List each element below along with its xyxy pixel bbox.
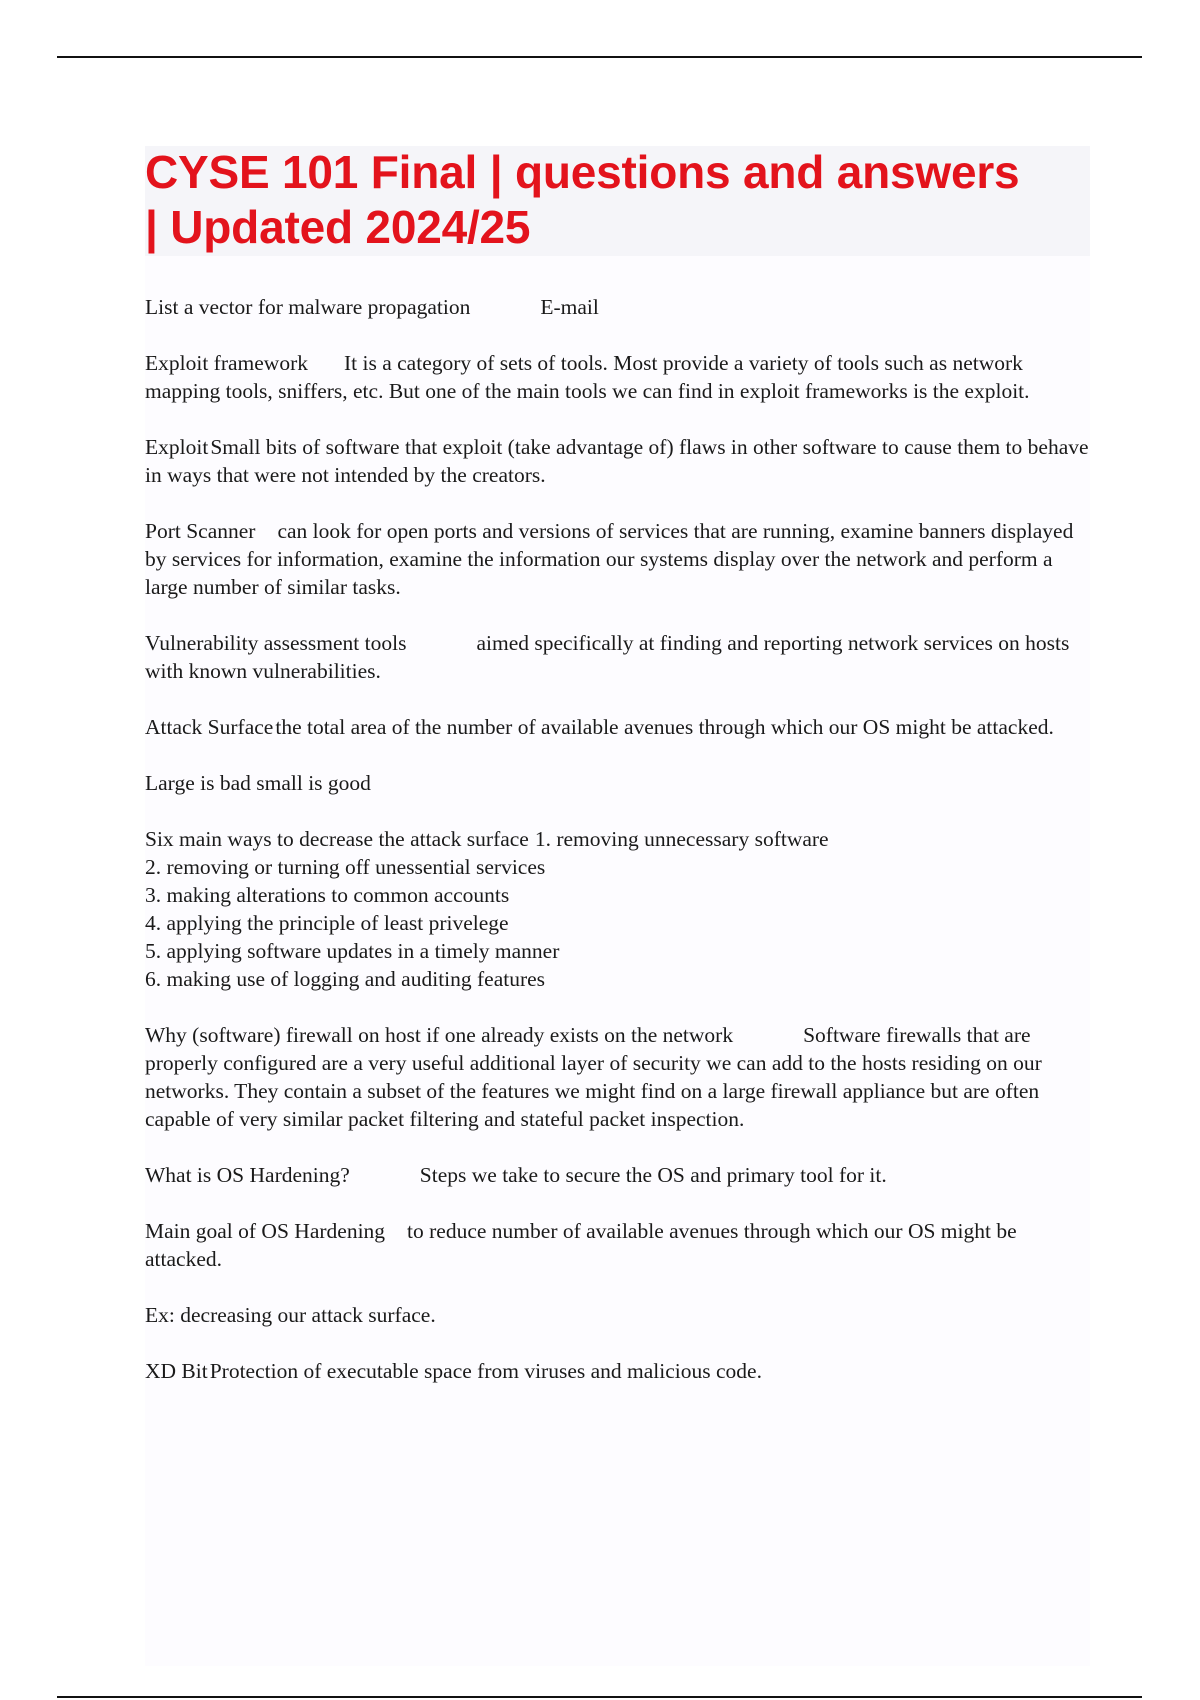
entry-definition: aimed specifically at finding and reporting network services on hosts with known vulnerabilities. <box>145 631 1075 683</box>
qa-note <box>145 1301 1090 1329</box>
entry-definition: Small bits of software that exploit (take advantage of) flaws in other software to cause them to behave in ways that were not intended by the creators. <box>145 435 1094 487</box>
qa-entry <box>145 1161 1090 1189</box>
entry-definition: can look for open ports and versions of services that are running, examine banners displayed by services for information, examine the information our systems display over the network and perform a large number of similar tasks. <box>145 519 1079 599</box>
qa-entry <box>145 1217 1090 1273</box>
title-band <box>145 146 1090 256</box>
entry-definition: It is a category of sets of tools. Most provide a variety of tools such as network mapping tools, sniffers, etc. But one of the main tools we can find in exploit frameworks is the exploit. <box>145 351 1030 403</box>
entry-definition: Steps we take to secure the OS and primary tool for it. <box>419 1163 887 1187</box>
list-item: 4. applying the principle of least privelege <box>145 911 509 935</box>
entry-term: Attack Surface <box>145 715 274 739</box>
entry-term: XD Bit <box>145 1359 208 1383</box>
entry-term: Exploit framework <box>145 351 308 375</box>
qa-list <box>145 256 1094 1385</box>
document-title <box>145 145 1090 255</box>
qa-entry <box>145 713 1090 741</box>
qa-entry <box>145 293 1090 321</box>
qa-entry <box>145 349 1090 405</box>
list-item: 5. applying software updates in a timely manner <box>145 939 560 963</box>
entry-definition: Software firewalls that are properly configured are a very useful additional layer of security we can add to the hosts residing on our networks. They contain a subset of the features we might find on a large firewall appliance but are often capable of very similar packet filtering and stateful packet inspection. <box>145 1023 1048 1131</box>
qa-entry <box>145 433 1094 489</box>
entry-definition: the total area of the number of available avenues through which our OS might be attacked. <box>275 715 1054 739</box>
qa-entry <box>145 1021 1090 1133</box>
qa-entry-list <box>145 825 1090 993</box>
note-text: Ex: decreasing our attack surface. <box>145 1303 436 1327</box>
qa-note <box>145 769 1090 797</box>
entry-term: Main goal of OS Hardening <box>145 1219 386 1243</box>
entry-term: Six main ways to decrease the attack surface <box>145 827 529 851</box>
top-rule <box>57 56 1142 58</box>
list-item: 6. making use of logging and auditing features <box>145 967 546 991</box>
entry-term: Why (software) firewall on host if one already exists on the network <box>145 1023 734 1047</box>
qa-entry <box>145 517 1090 601</box>
document-page <box>145 146 1094 1666</box>
note-text: Large is bad small is good <box>145 771 371 795</box>
list-item: 3. making alterations to common accounts <box>145 883 510 907</box>
title-line-1: CYSE 101 Final | questions and answers <box>145 146 1020 198</box>
entry-definition: E-mail <box>540 295 599 319</box>
bottom-rule <box>57 1696 1142 1698</box>
entry-term: List a vector for malware propagation <box>145 295 471 319</box>
qa-entry <box>145 629 1090 685</box>
list-item: 2. removing or turning off unessential services <box>145 855 546 879</box>
entry-definition: Protection of executable space from viruses and malicious code. <box>209 1359 762 1383</box>
entry-term: Port Scanner <box>145 519 256 543</box>
title-line-2: | Updated 2024/25 <box>145 201 531 253</box>
entry-term: What is OS Hardening? <box>145 1163 350 1187</box>
entry-definition: to reduce number of available avenues through which our OS might be attacked. <box>145 1219 1023 1271</box>
list-item: 1. removing unnecessary software <box>534 827 829 851</box>
qa-entry <box>145 1357 1090 1385</box>
entry-term: Vulnerability assessment tools <box>145 631 407 655</box>
entry-term: Exploit <box>145 435 209 459</box>
